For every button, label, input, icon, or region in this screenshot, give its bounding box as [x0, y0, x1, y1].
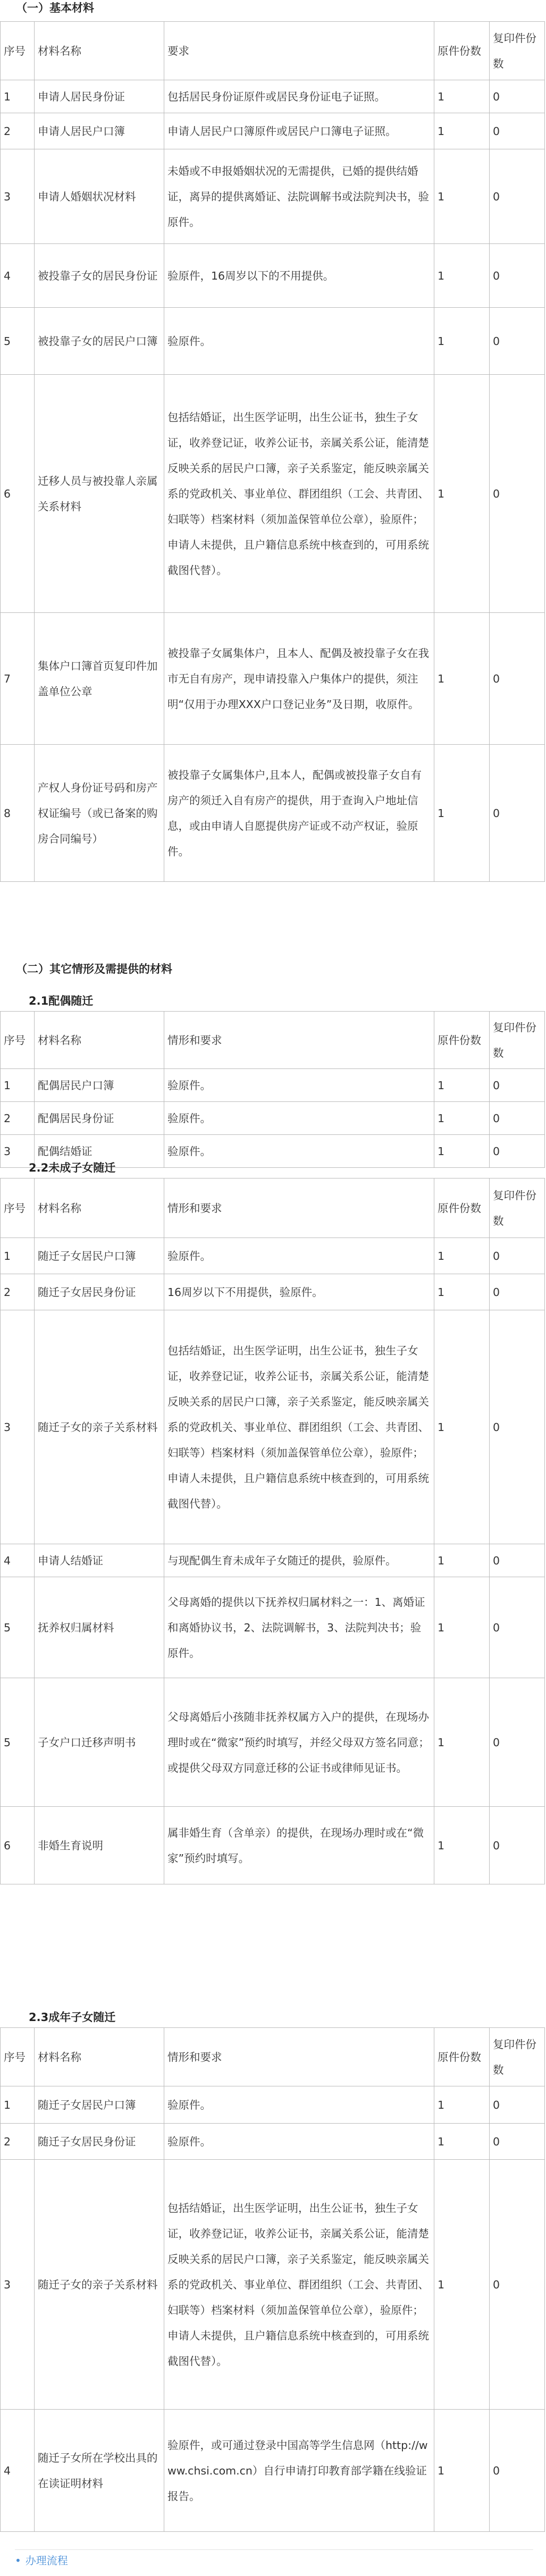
material-name: 配偶居民户口簿	[35, 1069, 164, 1102]
table-row	[1, 375, 545, 613]
section2-title: （二）其它情形及需提供的材料	[16, 963, 172, 975]
original-count: 1	[434, 1678, 490, 1807]
table-row	[1, 113, 545, 149]
copy-count: 0	[490, 1310, 545, 1544]
original-count: 1	[434, 2124, 490, 2160]
material-name: 迁移人员与被投靠人亲属关系材料	[35, 375, 164, 613]
adult-children-materials-table	[0, 2027, 545, 2532]
row-number: 2	[1, 113, 35, 149]
row-number: 3	[1, 149, 35, 244]
copy-count: 0	[490, 149, 545, 244]
table-row	[1, 149, 545, 244]
original-count: 1	[434, 1102, 490, 1135]
copy-count: 0	[490, 1274, 545, 1310]
copy-count: 0	[490, 1807, 545, 1884]
copy-count: 0	[490, 2124, 545, 2160]
header-no: 序号	[1, 2028, 35, 2086]
material-name: 随迁子女所在学校出具的在读证明材料	[35, 2410, 164, 2532]
requirement: 验原件。	[164, 1102, 434, 1135]
material-name: 随迁子女居民户口簿	[35, 1238, 164, 1274]
copy-count: 0	[490, 2410, 545, 2532]
row-number: 2	[1, 1274, 35, 1310]
section1-title: （一）基本材料	[16, 2, 94, 14]
row-number: 3	[1, 1310, 35, 1544]
header-copy: 复印件份数	[490, 1178, 545, 1238]
header-req: 情形和要求	[164, 1178, 434, 1238]
material-name: 被投靠子女的居民身份证	[35, 244, 164, 308]
copy-count: 0	[490, 113, 545, 149]
row-number: 8	[1, 745, 35, 882]
original-count: 1	[434, 745, 490, 882]
material-name: 随迁子女的亲子关系材料	[35, 1310, 164, 1544]
material-name: 申请人婚姻状况材料	[35, 149, 164, 244]
table-row	[1, 1069, 545, 1102]
original-count: 1	[434, 1238, 490, 1274]
copy-count: 0	[490, 375, 545, 613]
header-name: 材料名称	[35, 22, 164, 80]
original-count: 1	[434, 80, 490, 113]
copy-count: 0	[490, 1135, 545, 1168]
original-count: 1	[434, 375, 490, 613]
table-row	[1, 1274, 545, 1310]
requirement: 父母离婚的提供以下抚养权归属材料之一：1、离婚证和离婚协议书，2、法院调解书，3、法院判决书；验原件。	[164, 1577, 434, 1678]
requirement: 包括结婚证，出生医学证明，出生公证书，独生子女证，收养登记证，收养公证书，亲属关系公证，能清楚反映关系的居民户口簿，亲子关系鉴定，能反映亲属关系的党政机关、事业单位、群团组织（工会、共青团、妇联等）档案材料（须加盖保管单位公章），验原件；申请人未提供，且户籍信息系统中核查到的，可用系统截图代替）。	[164, 2160, 434, 2410]
requirement: 申请人居民户口簿原件或居民户口簿电子证照。	[164, 113, 434, 149]
subsection-spouse-title: 2.1配偶随迁	[29, 995, 94, 1007]
table-row	[1, 745, 545, 882]
material-name: 随迁子女居民户口簿	[35, 2086, 164, 2124]
requirement: 16周岁以下不用提供，验原件。	[164, 1274, 434, 1310]
header-orig: 原件份数	[434, 2028, 490, 2086]
requirement: 验原件，16周岁以下的不用提供。	[164, 244, 434, 308]
header-name: 材料名称	[35, 1012, 164, 1069]
row-number: 3	[1, 2160, 35, 2410]
material-name: 随迁子女居民身份证	[35, 2124, 164, 2160]
original-count: 1	[434, 1544, 490, 1577]
row-number: 4	[1, 244, 35, 308]
requirement: 包括居民身份证原件或居民身份证电子证照。	[164, 80, 434, 113]
original-count: 1	[434, 1274, 490, 1310]
row-number: 7	[1, 613, 35, 745]
table-row	[1, 1807, 545, 1884]
minor-children-materials-table	[0, 1178, 545, 1884]
original-count: 1	[434, 149, 490, 244]
table-row	[1, 2124, 545, 2160]
requirement: 包括结婚证，出生医学证明，出生公证书，独生子女证，收养登记证，收养公证书，亲属关系公证，能清楚反映关系的居民户口簿，亲子关系鉴定，能反映亲属关系的党政机关、事业单位、群团组织（工会、共青团、妇联等）档案材料（须加盖保管单位公章），验原件；申请人未提供，且户籍信息系统中核查到的，可用系统截图代替）。	[164, 1310, 434, 1544]
copy-count: 0	[490, 1544, 545, 1577]
material-name: 集体户口簿首页复印件加盖单位公章	[35, 613, 164, 745]
original-count: 1	[434, 1577, 490, 1678]
copy-count: 0	[490, 2086, 545, 2124]
original-count: 1	[434, 2410, 490, 2532]
header-copy: 复印件份数	[490, 22, 545, 80]
requirement: 与现配偶生育未成年子女随迁的提供，验原件。	[164, 1544, 434, 1577]
table-row	[1, 80, 545, 113]
material-name: 随迁子女的亲子关系材料	[35, 2160, 164, 2410]
requirement: 未婚或不申报婚姻状况的无需提供，已婚的提供结婚证，离异的提供离婚证、法院调解书或法院判决书，验原件。	[164, 149, 434, 244]
material-name: 申请人居民身份证	[35, 80, 164, 113]
requirement: 验原件。	[164, 1238, 434, 1274]
requirement: 验原件。	[164, 308, 434, 375]
original-count: 1	[434, 2086, 490, 2124]
copy-count: 0	[490, 1577, 545, 1678]
basic-materials-table	[0, 21, 545, 882]
material-name: 申请人结婚证	[35, 1544, 164, 1577]
header-orig: 原件份数	[434, 1178, 490, 1238]
table-header-row	[1, 1178, 545, 1238]
requirement: 被投靠子女属集体户，且本人、配偶及被投靠子女在我市无自有房产，现申请投靠入户集体户的提供，须注明“仅用于办理XXX户口登记业务”及日期，收原件。	[164, 613, 434, 745]
material-name: 子女户口迁移声明书	[35, 1678, 164, 1807]
process-link[interactable]: 办理流程	[25, 2554, 68, 2567]
header-orig: 原件份数	[434, 22, 490, 80]
original-count: 1	[434, 308, 490, 375]
table-row	[1, 1544, 545, 1577]
header-no: 序号	[1, 22, 35, 80]
copy-count: 0	[490, 1238, 545, 1274]
header-orig: 原件份数	[434, 1012, 490, 1069]
requirement: 属非婚生育（含单亲）的提供，在现场办理时或在“微家”预约时填写。	[164, 1807, 434, 1884]
original-count: 1	[434, 244, 490, 308]
header-req: 情形和要求	[164, 2028, 434, 2086]
table-row	[1, 1102, 545, 1135]
header-no: 序号	[1, 1012, 35, 1069]
header-name: 材料名称	[35, 2028, 164, 2086]
table-header-row	[1, 1012, 545, 1069]
bullet-icon: •	[15, 2554, 21, 2567]
material-name: 申请人居民户口簿	[35, 113, 164, 149]
row-number: 1	[1, 1238, 35, 1274]
table-row	[1, 1577, 545, 1678]
copy-count: 0	[490, 80, 545, 113]
requirement: 父母离婚后小孩随非抚养权属方入户的提供，在现场办理时或在“微家”预约时填写，并经父母双方签名同意；或提供父母双方同意迁移的公证书或律师见证书。	[164, 1678, 434, 1807]
copy-count: 0	[490, 1102, 545, 1135]
table-row	[1, 2160, 545, 2410]
subsection-adult-children-title: 2.3成年子女随迁	[29, 2011, 116, 2024]
original-count: 1	[434, 1807, 490, 1884]
row-number: 2	[1, 1102, 35, 1135]
requirement: 验原件，或可通过登录中国高等学生信息网（http://www.chsi.com.cn）自行申请打印教育部学籍在线验证报告。	[164, 2410, 434, 2532]
table-row	[1, 1310, 545, 1544]
material-name: 抚养权归属材料	[35, 1577, 164, 1678]
header-no: 序号	[1, 1178, 35, 1238]
row-number: 6	[1, 375, 35, 613]
header-copy: 复印件份数	[490, 1012, 545, 1069]
requirement: 验原件。	[164, 1135, 434, 1168]
requirement: 验原件。	[164, 1069, 434, 1102]
row-number: 1	[1, 1069, 35, 1102]
copy-count: 0	[490, 244, 545, 308]
requirement: 被投靠子女属集体户,且本人，配偶或被投靠子女自有房产的须迁入自有房产的提供，用于查询入户地址信息，或由申请人自愿提供房产证或不动产权证，验原件。	[164, 745, 434, 882]
table-row	[1, 308, 545, 375]
header-req: 情形和要求	[164, 1012, 434, 1069]
row-number: 3	[1, 1135, 35, 1168]
copy-count: 0	[490, 1069, 545, 1102]
material-name: 被投靠子女的居民户口簿	[35, 308, 164, 375]
row-number: 2	[1, 2124, 35, 2160]
copy-count: 0	[490, 2160, 545, 2410]
row-number: 1	[1, 80, 35, 113]
table-row	[1, 2086, 545, 2124]
row-number: 6	[1, 1807, 35, 1884]
copy-count: 0	[490, 308, 545, 375]
row-number: 5	[1, 1678, 35, 1807]
row-number: 4	[1, 1544, 35, 1577]
original-count: 1	[434, 113, 490, 149]
table-header-row	[1, 2028, 545, 2086]
table-row	[1, 1238, 545, 1274]
copy-count: 0	[490, 745, 545, 882]
material-name: 产权人身份证号码和房产权证编号（或已备案的购房合同编号）	[35, 745, 164, 882]
header-req: 要求	[164, 22, 434, 80]
requirement: 验原件。	[164, 2086, 434, 2124]
row-number: 5	[1, 308, 35, 375]
row-number: 5	[1, 1577, 35, 1678]
table-row	[1, 1678, 545, 1807]
header-copy: 复印件份数	[490, 2028, 545, 2086]
original-count: 1	[434, 613, 490, 745]
table-header-row	[1, 22, 545, 80]
material-name: 配偶居民身份证	[35, 1102, 164, 1135]
material-name: 随迁子女居民身份证	[35, 1274, 164, 1310]
requirement: 包括结婚证，出生医学证明，出生公证书，独生子女证，收养登记证，收养公证书，亲属关系公证，能清楚反映关系的居民户口簿，亲子关系鉴定，能反映亲属关系的党政机关、事业单位、群团组织（工会、共青团、妇联等）档案材料（须加盖保管单位公章），验原件；申请人未提供，且户籍信息系统中核查到的，可用系统截图代替）。	[164, 375, 434, 613]
row-number: 4	[1, 2410, 35, 2532]
copy-count: 0	[490, 613, 545, 745]
original-count: 1	[434, 1310, 490, 1544]
process-link-bar	[15, 2549, 533, 2571]
table-row	[1, 613, 545, 745]
requirement: 验原件。	[164, 2124, 434, 2160]
header-name: 材料名称	[35, 1178, 164, 1238]
table-row	[1, 2410, 545, 2532]
material-name: 非婚生育说明	[35, 1807, 164, 1884]
original-count: 1	[434, 1135, 490, 1168]
row-number: 1	[1, 2086, 35, 2124]
copy-count: 0	[490, 1678, 545, 1807]
subsection-minor-children-title: 2.2未成子女随迁	[29, 1161, 116, 1174]
material-name: 配偶结婚证	[35, 1135, 164, 1168]
table-row	[1, 244, 545, 308]
original-count: 1	[434, 1069, 490, 1102]
spouse-materials-table	[0, 1011, 545, 1168]
original-count: 1	[434, 2160, 490, 2410]
